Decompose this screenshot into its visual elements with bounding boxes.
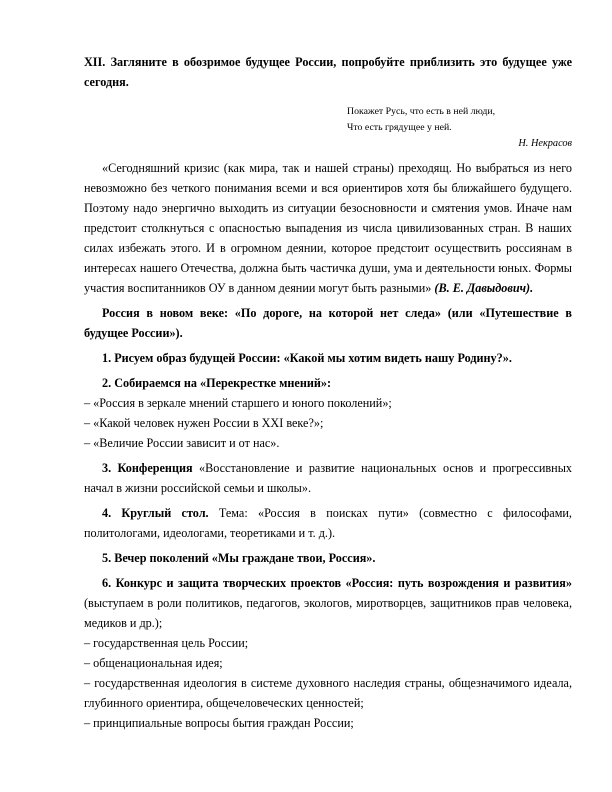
item-2-line: – «Какой человек нужен России в XXI веке?»; bbox=[84, 416, 324, 430]
item-6-line: – государственная идеология в системе духовного наследия страны, общезначимого идеала, глубинного ориентира, общечеловеческих ценностей; bbox=[84, 676, 572, 710]
item-4-label: 4. Круглый стол. bbox=[102, 506, 209, 520]
epigraph-author: Н. Некрасов bbox=[518, 138, 572, 149]
item-2-line: – «Величие России зависит и от нас». bbox=[84, 436, 280, 450]
section-heading: XII. Загляните в обозримое будущее России, попробуйте приблизить это будущее уже сегодня. bbox=[84, 55, 572, 89]
item-4-text: Тема: «Россия в поисках пути» (совместно с философами, политологами, идеологами, теоретиками и т. д.). bbox=[84, 506, 572, 540]
item-3-label: 3. Конференция bbox=[102, 461, 193, 475]
item-5: 5. Вечер поколений «Мы граждане твои, Россия». bbox=[102, 551, 376, 565]
item-6-label: 6. Конкурс и защита творческих проектов «Россия: путь возрождения и развития» bbox=[102, 576, 572, 590]
item-6-line: – принципиальные вопросы бытия граждан России; bbox=[84, 716, 354, 730]
item-6 bbox=[84, 573, 572, 633]
epigraph bbox=[347, 104, 572, 136]
item-2-title: 2. Собираемся на «Перекрестке мнений»: bbox=[102, 376, 332, 390]
item-1: 1. Рисуем образ будущей России: «Какой мы хотим видеть нашу Родину?». bbox=[102, 351, 512, 365]
quote-attribution: (В. Е. Давыдович). bbox=[434, 281, 534, 295]
theme-line: Россия в новом веке: «По дороге, на которой нет следа» (или «Путешествие в будущее России»). bbox=[84, 306, 572, 340]
epigraph-line-2: Что есть грядущее у ней. bbox=[347, 122, 452, 133]
item-3 bbox=[84, 458, 572, 498]
item-3-text: «Восстановление и развитие национальных основ и прогрессивных начал в жизни российской семьи и школы». bbox=[84, 461, 572, 495]
item-2-line: – «Россия в зеркале мнений старшего и юного поколений»; bbox=[84, 396, 392, 410]
item-6-text: (выступаем в роли политиков, педагогов, экологов, миротворцев, защитников прав человека, медиков и др.); bbox=[84, 596, 572, 630]
item-6-line: – государственная цель России; bbox=[84, 636, 249, 650]
quote-text: «Сегодняшний кризис (как мира, так и нашей страны) преходящ. Но выбраться из него невозможно без четкого понимания всеми и вся ориентиров хотя бы ближайшего будущего. Поэтому надо энергично выходить из ситуации безосновности и смятения умов. Иначе нам предстоит столкнуться с опасностью выпадения из числа цивилизованных стран. В наших силах избежать этого. И в огромном деянии, которое предстоит осуществить россиянам в интересах нашего Отечества, должна быть частичка души, ума и деятельности юных. Формы участия воспитанников ОУ в данном деянии могут быть разными» bbox=[84, 161, 572, 295]
item-4 bbox=[84, 503, 572, 543]
quote-paragraph bbox=[84, 158, 572, 298]
item-6-line: – общенациональная идея; bbox=[84, 656, 223, 670]
epigraph-line-1: Покажет Русь, что есть в ней люди, bbox=[347, 106, 496, 117]
